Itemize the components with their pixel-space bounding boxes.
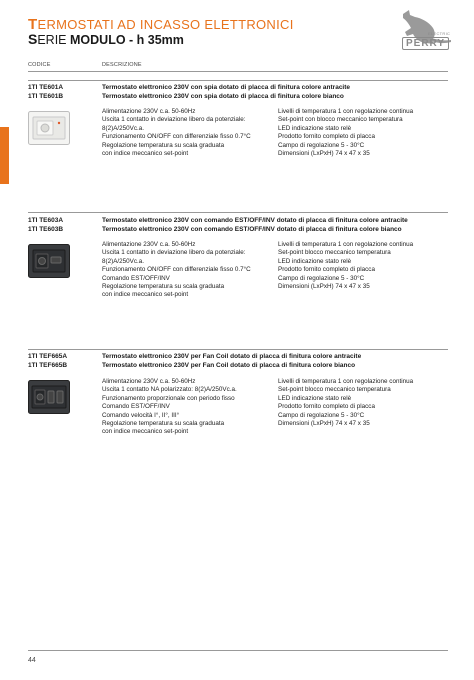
- product-titles: [102, 217, 408, 234]
- spec-line: con indice meccanico set-point: [102, 428, 189, 436]
- spec-line: Uscita 1 contatto NA polarizzato: 8(2)A/250Vc.a.: [102, 386, 237, 394]
- fancoil-thermostat-product-image: [28, 380, 70, 414]
- spec-line: Dimensioni (LxPxH) 74 x 47 x 35: [278, 150, 370, 158]
- spec-list-right: [278, 241, 413, 291]
- page-subtitle-rest: ERIE: [37, 33, 70, 47]
- spec-line: con indice meccanico set-point: [102, 150, 189, 158]
- column-header-description: DESCRIZIONE: [102, 62, 142, 68]
- column-header-code: CODICE: [28, 62, 51, 68]
- product-title: Termostato elettronico 230V per Fan Coil dotato di placca di finitura colore antracite: [102, 353, 362, 360]
- spec-line: Uscita 1 contatto in deviazione libero da potenziale:: [102, 116, 246, 124]
- spec-line: Comando EST/OFF/INV: [102, 403, 170, 411]
- spec-line: 8(2)A/250Vc.a.: [102, 257, 145, 265]
- spec-line: Set-point con blocco meccanico temperatura: [278, 116, 403, 124]
- page-subtitle-bold: MODULO - h 35mm: [70, 33, 184, 47]
- spec-list-left: [102, 108, 251, 158]
- product-title: Termostato elettronico 230V con spia dotato di placca di finitura colore bianco: [102, 92, 344, 100]
- spec-line: Uscita 1 contatto in deviazione libero da potenziale:: [102, 249, 246, 257]
- spec-line: LED indicazione stato relè: [278, 124, 352, 132]
- product-title: Termostato elettronico 230V per Fan Coil dotato di placca di finitura colore bianco: [102, 361, 356, 369]
- spec-line: Regolazione temperatura su scala graduata: [102, 141, 225, 149]
- spec-line: Livelli di temperatura 1 con regolazione continua: [278, 378, 414, 385]
- section-tab-marker: [0, 127, 9, 184]
- spec-line: Prodotto fornito completo di placca: [278, 266, 375, 274]
- page-subtitle-initial: S: [28, 31, 38, 47]
- product-codes: [28, 84, 63, 101]
- spec-line: LED indicazione stato relè: [278, 257, 352, 265]
- spec-line: Dimensioni (LxPxH) 74 x 47 x 35: [278, 283, 370, 291]
- spec-line: Funzionamento ON/OFF con differenziale fisso 0.7°C: [102, 133, 251, 141]
- brand-tagline: ELECTRIC: [428, 31, 451, 36]
- spec-line: 8(2)A/250Vc.a.: [102, 124, 145, 132]
- spec-line: Campo di regolazione 5 - 30°C: [278, 141, 365, 149]
- product-code: 1TI TE603B: [28, 225, 64, 233]
- page-number: 44: [28, 657, 36, 664]
- product-title: Termostato elettronico 230V con comando EST/OFF/INV dotato di placca di finitura colore bianco: [102, 225, 402, 233]
- spec-line: Set-point blocco meccanico temperatura: [278, 386, 391, 394]
- spec-list-right: [278, 108, 413, 158]
- page-subtitle: [28, 31, 184, 47]
- section-divider: [28, 80, 448, 81]
- section-divider: [28, 212, 448, 213]
- spec-line: Prodotto fornito completo di placca: [278, 403, 375, 411]
- thermostat-white-product-image: [28, 111, 70, 145]
- spec-list-left: [102, 378, 237, 437]
- spec-line: Alimentazione 230V c.a. 50-60Hz: [102, 108, 196, 115]
- product-codes: [28, 353, 67, 370]
- product-titles: [102, 84, 350, 101]
- spec-line: Prodotto fornito completo di placca: [278, 133, 375, 141]
- spec-line: Funzionamento proporzionale con periodo fisso: [102, 394, 235, 402]
- page-title-initial: T: [28, 16, 38, 33]
- spec-line: Livelli di temperatura 1 con regolazione continua: [278, 108, 414, 115]
- product-codes: [28, 217, 63, 234]
- spec-line: Regolazione temperatura su scala graduata: [102, 420, 225, 428]
- product-code: 1TI TE603A: [28, 217, 64, 224]
- spec-line: Funzionamento ON/OFF con differenziale fisso 0.7°C: [102, 266, 251, 274]
- spec-line: LED indicazione stato relè: [278, 394, 352, 402]
- spec-line: Set-point blocco meccanico temperatura: [278, 249, 391, 257]
- spec-line: Dimensioni (LxPxH) 74 x 47 x 35: [278, 420, 370, 428]
- spec-line: Comando EST/OFF/INV: [102, 274, 170, 282]
- product-title: Termostato elettronico 230V con comando EST/OFF/INV dotato di placca di finitura colore antracite: [102, 217, 408, 224]
- spec-list-right: [278, 378, 413, 428]
- page-title-rest: ERMOSTATI AD INCASSO ELETTRONICI: [37, 17, 294, 32]
- footer-divider: [28, 650, 448, 651]
- product-titles: [102, 353, 361, 370]
- brand-name: PERRY: [402, 37, 449, 50]
- thermostat-anthracite-product-image: [28, 244, 70, 278]
- spec-line: Regolazione temperatura su scala graduata: [102, 283, 225, 291]
- spec-line: Alimentazione 230V c.a. 50-60Hz: [102, 378, 196, 385]
- spec-line: Campo di regolazione 5 - 30°C: [278, 274, 365, 282]
- product-code: 1TI TE601B: [28, 92, 64, 100]
- product-code: 1TI TE601A: [28, 84, 64, 91]
- product-code: 1TI TEF665B: [28, 361, 68, 369]
- product-code: 1TI TEF665A: [28, 353, 68, 360]
- section-divider: [28, 349, 448, 350]
- spec-line: Livelli di temperatura 1 con regolazione continua: [278, 241, 414, 248]
- spec-line: Campo di regolazione 5 - 30°C: [278, 411, 365, 419]
- product-title: Termostato elettronico 230V con spia dotato di placca di finitura colore antracite: [102, 84, 351, 91]
- spec-list-left: [102, 241, 251, 300]
- spec-line: Comando velocità I°, II°, III°: [102, 411, 180, 419]
- header-divider: [28, 71, 448, 72]
- spec-line: con indice meccanico set-point: [102, 291, 189, 299]
- spec-line: Alimentazione 230V c.a. 50-60Hz: [102, 241, 196, 248]
